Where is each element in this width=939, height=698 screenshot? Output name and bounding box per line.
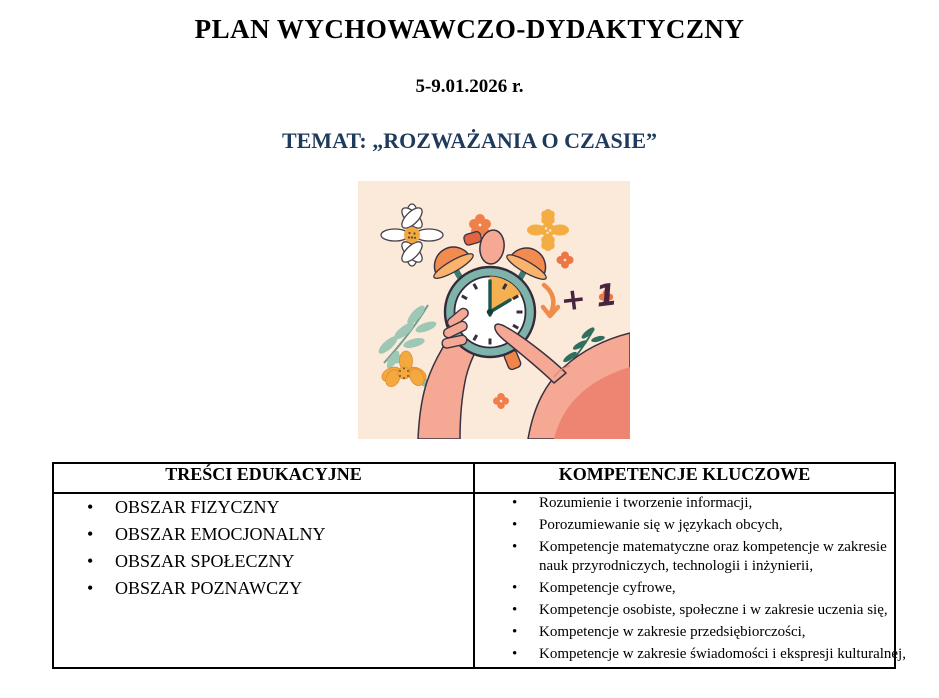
page-title: PLAN WYCHOWAWCZO-DYDAKTYCZNY — [194, 14, 745, 44]
table-body-row — [53, 493, 895, 668]
list-item: • Kompetencje matematyczne oraz kompetencje w zakresie nauk przyrodniczych, technologii i inżynierii, — [475, 538, 913, 576]
kompetencje-list — [475, 494, 913, 664]
list-item: • Rozumienie i tworzenie informacji, — [475, 494, 913, 513]
list-item: • Kompetencje w zakresie świadomości i ekspresji kulturalnej, — [475, 645, 913, 664]
clock-center-dot — [487, 309, 493, 315]
list-item: • OBSZAR SPOŁECZNY — [54, 548, 473, 575]
theme-heading: TEMAT: „ROZWAŻANIA O CZASIE” — [281, 128, 658, 153]
list-item: • OBSZAR EMOCJONALNY — [54, 521, 473, 548]
list-item: • Kompetencje w zakresie przedsiębiorczości, — [475, 623, 913, 642]
list-item: • OBSZAR POZNAWCZY — [54, 575, 473, 602]
list-item: • Kompetencje osobiste, społeczne i w zakresie uczenia się, — [475, 601, 913, 620]
clock-illustration — [358, 181, 630, 439]
obszary-list — [54, 494, 473, 602]
list-item: • Kompetencje cyfrowe, — [475, 579, 913, 598]
header-kompetencje-kluczowe: KOMPETENCJE KLUCZOWE — [474, 463, 895, 493]
cell-kompetencje — [474, 493, 906, 668]
cell-tresci — [53, 493, 474, 668]
table-header-row — [53, 463, 895, 493]
clock-illustration-svg — [358, 181, 630, 439]
list-item: • Porozumiewanie się w językach obcych, — [475, 516, 913, 535]
plus-one-label: + 1 — [558, 277, 620, 319]
list-item: • OBSZAR FIZYCZNY — [54, 494, 473, 521]
plan-table — [52, 462, 906, 669]
header-tresci-edukacyjne: TREŚCI EDUKACYJNE — [53, 463, 474, 493]
date-range: 5-9.01.2026 r. — [415, 76, 524, 97]
